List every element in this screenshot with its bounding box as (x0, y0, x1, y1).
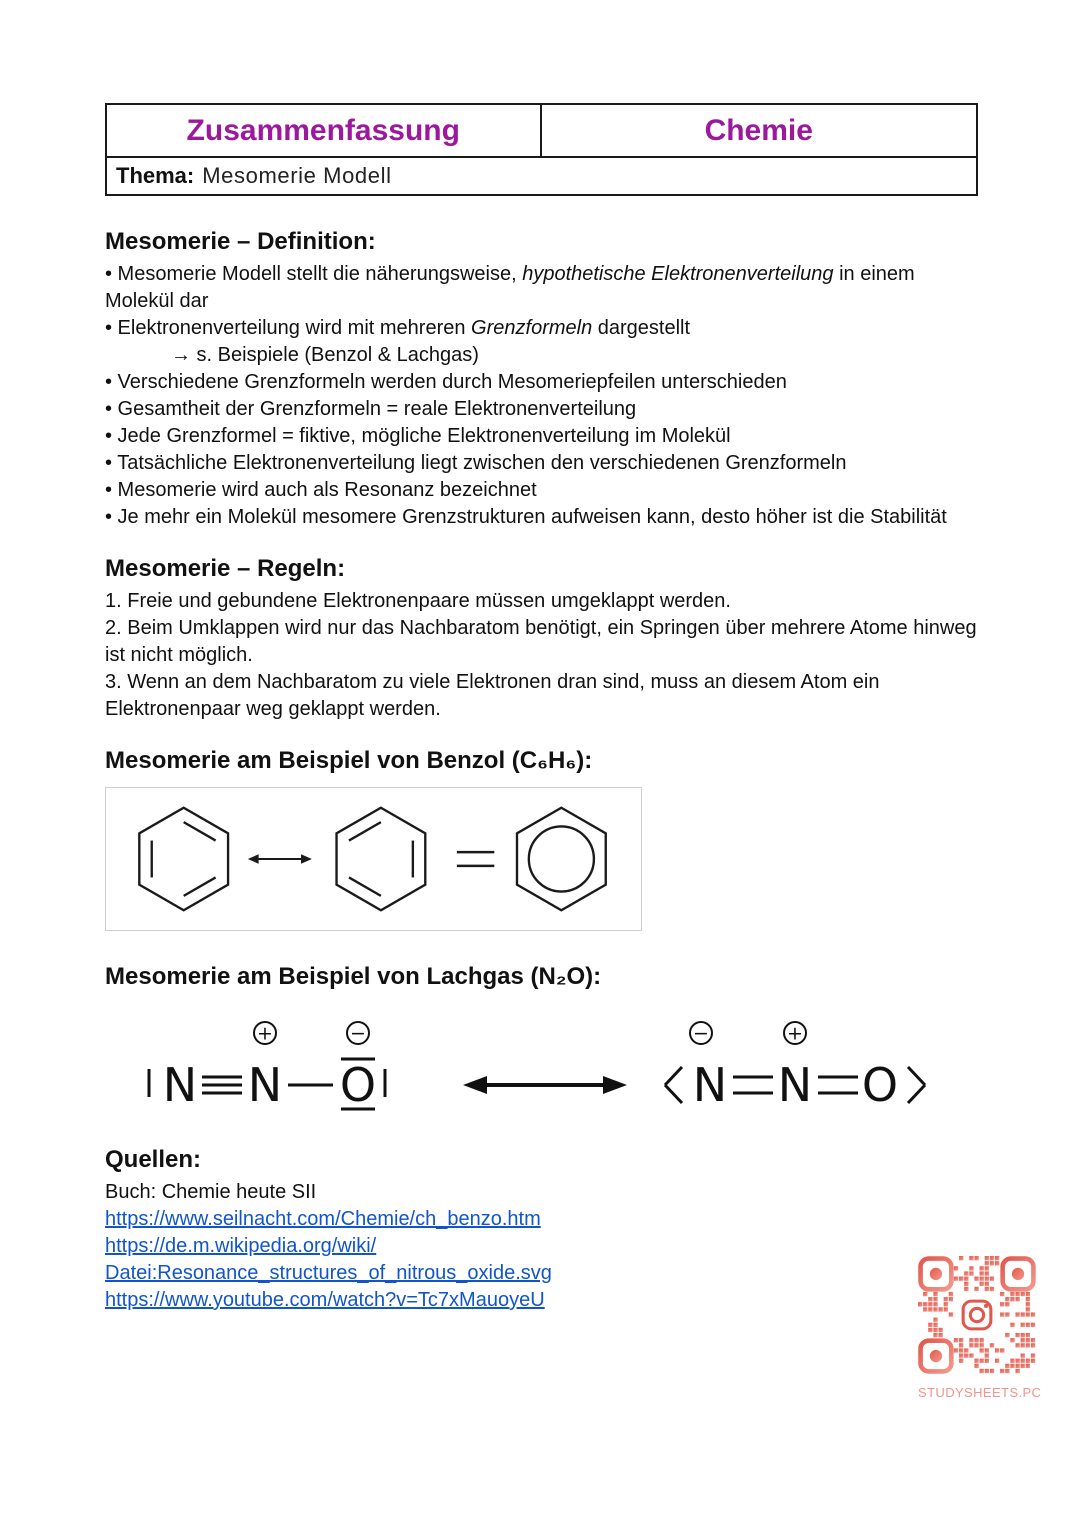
qr-caption: STUDYSHEETS.PC (918, 1385, 1042, 1400)
definition-bullet: • Verschiedene Grenzformeln werden durch Mesomeriepfeilen unterschieden (105, 371, 787, 393)
resonance-arrow-icon (463, 1076, 627, 1094)
lachgas-heading: Mesomerie am Beispiel von Lachgas (N₂O): (105, 963, 602, 990)
plus-charge-icon (784, 1022, 806, 1045)
bullet-text-pre: • Elektronenverteilung wird mit mehreren (105, 317, 472, 339)
rule-item: 3. Wenn an dem Nachbaratom zu viele Elektronen dran sind, muss an diesem Atom ein Elektronenpaar weg geklappt werden. (105, 671, 880, 720)
instagram-icon (958, 1296, 996, 1334)
rule-item: 2. Beim Umklappen wird nur das Nachbaratom benötigt, ein Springen über mehrere Atome hinweg ist nicht möglich. (105, 617, 977, 666)
topic-label: Thema: (116, 163, 195, 188)
svg-text:+: + (257, 1022, 273, 1045)
header-cell-right (542, 105, 977, 156)
plus-charge-icon (254, 1022, 276, 1045)
benzene-resonance-figure (105, 787, 642, 931)
equivalence-sign (457, 852, 494, 866)
header-table (105, 103, 978, 196)
n2o-resonance-diagram (105, 1003, 978, 1128)
definition-bullet: • Tatsächliche Elektronenverteilung liegt zwischen den verschiedenen Grenzformeln (105, 452, 847, 474)
header-cell-left (107, 105, 542, 156)
doc-type-title: Zusammenfassung (186, 113, 460, 147)
benzene-delocalized-structure (517, 808, 606, 911)
svg-text:−: − (350, 1022, 366, 1045)
definition-bullet: • Jede Grenzformel = fiktive, mögliche Elektronenverteilung im Molekül (105, 425, 731, 447)
n2o-structure-left (149, 1022, 385, 1112)
minus-charge-icon (690, 1022, 712, 1045)
benzene-kekule-structure-1 (139, 808, 228, 911)
source-link-wikipedia-file[interactable]: Datei:Resonance_structures_of_nitrous_oxide.svg (105, 1262, 552, 1284)
page-content (105, 103, 978, 1314)
sources-heading: Quellen: (105, 1146, 202, 1173)
atom-label: O (861, 1058, 899, 1112)
source-book: Buch: Chemie heute SII (105, 1181, 317, 1203)
svg-text:+: + (787, 1022, 803, 1045)
bullet-text-post: dargestellt (592, 317, 691, 339)
definition-heading: Mesomerie – Definition: (105, 228, 376, 255)
bullet-text-italic: hypothetische Elektronenverteilung (522, 263, 834, 285)
topic-value: Mesomerie Modell (202, 163, 392, 188)
bullet-text-italic: Grenzformeln (471, 317, 593, 339)
benzene-resonance-diagram (106, 788, 643, 930)
atom-label: N (777, 1058, 813, 1112)
atom-label: N (247, 1058, 283, 1112)
source-link-youtube[interactable]: https://www.youtube.com/watch?v=Tc7xMauoyeU (105, 1289, 545, 1311)
definition-bullet-grenzformeln (105, 315, 978, 342)
source-link-wikipedia[interactable]: https://de.m.wikipedia.org/wiki/ (105, 1235, 377, 1257)
bullet-text-pre: • Mesomerie Modell stellt die näherungsweise, (105, 263, 523, 285)
source-link-seilnacht[interactable]: https://www.seilnacht.com/Chemie/ch_benzo.htm (105, 1208, 541, 1230)
definition-bullet-molecule (105, 261, 978, 315)
rule-item: 1. Freie und gebundene Elektronenpaare müssen umgeklappt werden. (105, 590, 731, 612)
header-topic-row (107, 158, 976, 194)
header-title-row (107, 105, 976, 158)
atom-label: O (339, 1058, 377, 1112)
minus-charge-icon (347, 1022, 369, 1045)
qr-code-icon (918, 1256, 1036, 1374)
qr-code-block (918, 1256, 1040, 1400)
resonance-arrow-icon (248, 854, 312, 863)
definition-bullet: • Mesomerie wird auch als Resonanz bezeichnet (105, 479, 537, 501)
definition-arrow-note: → s. Beispiele (Benzol & Lachgas) (171, 344, 479, 366)
atom-label: N (162, 1058, 198, 1112)
benzol-heading: Mesomerie am Beispiel von Benzol (C₆H₆): (105, 747, 593, 774)
subject-title: Chemie (704, 113, 813, 147)
rules-heading: Mesomerie – Regeln: (105, 555, 346, 582)
bullet-text-post: in einem Molekül dar (105, 263, 915, 312)
n2o-resonance-figure (105, 1003, 978, 1128)
definition-bullet: • Je mehr ein Molekül mesomere Grenzstrukturen aufweisen kann, desto höher ist die Stabilität (105, 506, 947, 528)
svg-text:−: − (693, 1022, 709, 1045)
atom-label: N (692, 1058, 728, 1112)
benzene-kekule-structure-2 (337, 808, 426, 911)
definition-bullet: • Gesamtheit der Grenzformeln = reale Elektronenverteilung (105, 398, 637, 420)
n2o-structure-right (665, 1022, 925, 1112)
